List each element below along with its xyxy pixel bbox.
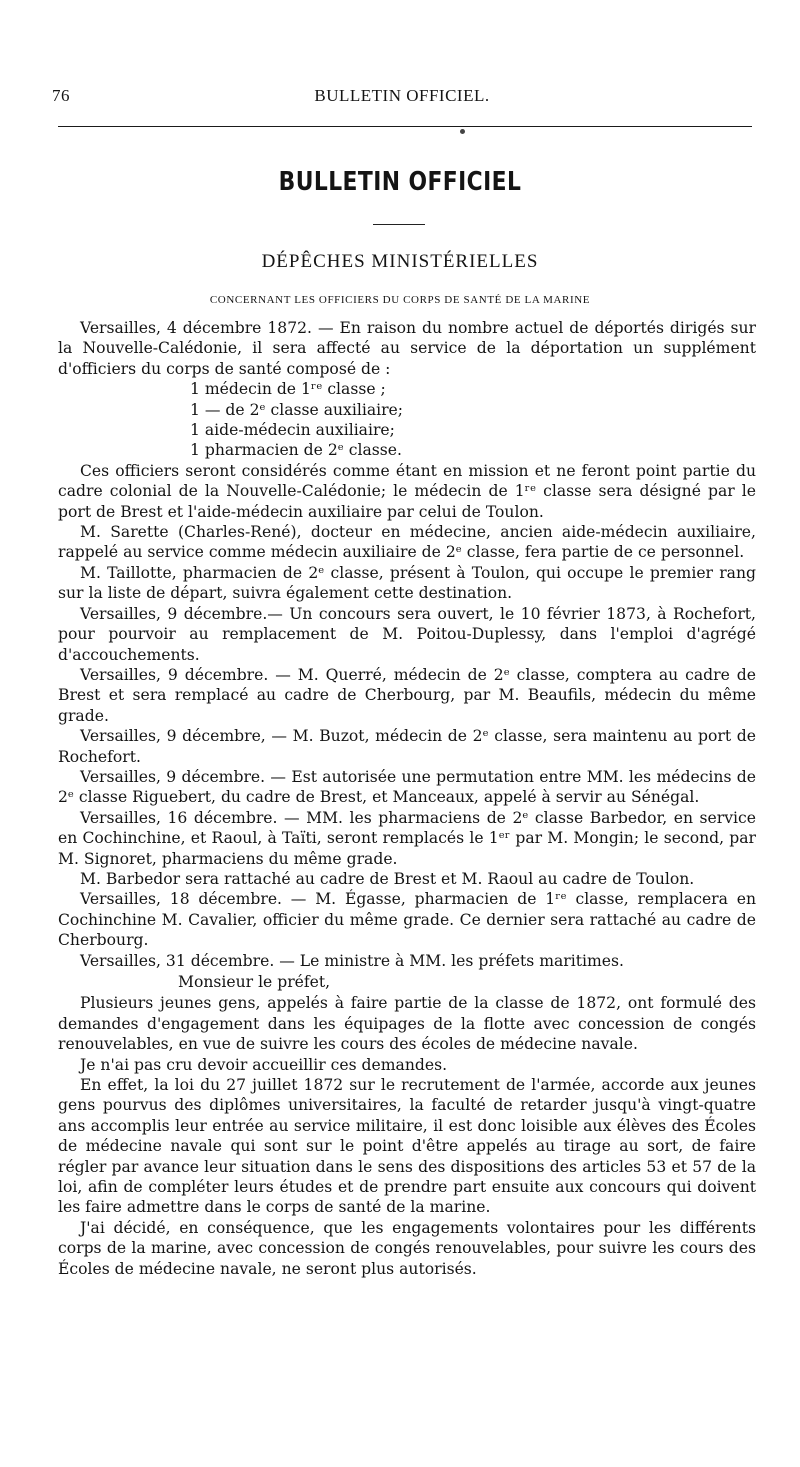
paragraph: Versailles, 9 décembre.— Un concours sera ouvert, le 10 février 1873, à Rochefort, pour pourvoir au remplacement de M. Poitou-Duplessy, dans l'emploi d'agrégé d'accouchements.	[58, 604, 756, 664]
paragraph: Versailles, 16 décembre. — MM. les pharmaciens de 2ᵉ classe Barbedor, en service en Cochinchine, et Raoul, à Taïti, seront remplacés le 1ᵉʳ par M. Mongin; le second, par M. Signoret, pharmaciens du même grade.	[58, 808, 756, 868]
list-item: 1 pharmacien de 2ᵉ classe.	[190, 441, 402, 460]
body-text	[58, 318, 756, 1279]
header-rule-dot	[460, 129, 465, 134]
paragraph: Versailles, 18 décembre. — M. Égasse, pharmacien de 1ʳᵉ classe, remplacera en Cochinchine M. Cavalier, officier du même grade. Ce dernier sera rattaché au cadre de Cherbourg.	[58, 890, 756, 950]
paragraph: M. Sarette (Charles-René), docteur en médecine, ancien aide-médecin auxiliaire, rappelé au service comme médecin auxiliaire de 2ᵉ classe, fera partie de ce personnel.	[58, 523, 756, 562]
paragraph: Je n'ai pas cru devoir accueillir ces demandes.	[80, 1055, 448, 1074]
running-title: BULLETIN OFFICIEL.	[314, 86, 490, 105]
main-title: BULLETIN OFFICIEL	[278, 167, 522, 197]
list-item: 1 — de 2ᵉ classe auxiliaire;	[190, 400, 404, 419]
paragraph: J'ai décidé, en conséquence, que les engagements volontaires pour les différents corps de la marine, avec concession de congés renouvelables, pour suivre les cours des Écoles de médecine navale, ne seront plus autorisés.	[58, 1218, 756, 1278]
running-header	[52, 86, 752, 108]
section-subtitle: CONCERNANT LES OFFICIERS DU CORPS DE SANTÉ DE LA MARINE	[209, 294, 591, 306]
paragraph: Versailles, 9 décembre. — M. Querré, médecin de 2ᵉ classe, comptera au cadre de Brest et sera remplacé au cadre de Cherbourg, par M. Beaufils, médecin du même grade.	[58, 665, 756, 725]
page-number: 76	[52, 86, 70, 105]
paragraph: M. Barbedor sera rattaché au cadre de Brest et M. Raoul au cadre de Toulon.	[80, 869, 695, 888]
paragraph: En effet, la loi du 27 juillet 1872 sur le recrutement de l'armée, accorde aux jeunes gens pourvus des diplômes universitaires, la faculté de retarder jusqu'à vingt-quatre ans accomplis leur entrée au service militaire, il est donc loisible aux élèves des Écoles de médecine navale qui sont sur le point d'être appelés au tirage au sort, de faire régler par avance leur situation dans le sens des dispositions des articles 53 et 57 de la loi, afin de compléter leurs études et de prendre part ensuite aux concours qui doivent les faire admettre dans le corps de santé de la marine.	[58, 1076, 756, 1217]
paragraph: Versailles, 4 décembre 1872. — En raison du nombre actuel de déportés dirigés sur la Nouvelle-Calédonie, il sera affecté au service de la déportation un supplément d'officiers du corps de santé composé de :	[58, 319, 756, 378]
letter-greeting: Monsieur le préfet,	[178, 973, 331, 991]
list-item: 1 aide-médecin auxiliaire;	[190, 421, 395, 440]
paragraph: Versailles, 9 décembre. — Est autorisée une permutation entre MM. les médecins de 2ᵉ classe Riguebert, du cadre de Brest, et Manceaux, appelé à servir au Sénégal.	[58, 767, 756, 807]
section-title: DÉPÊCHES MINISTÉRIELLES	[261, 251, 539, 272]
paragraph: Ces officiers seront considérés comme étant en mission et ne feront point partie du cadre colonial de la Nouvelle-Calédonie; le médecin de 1ʳᵉ classe sera désigné par le port de Brest et l'aide-médecin auxiliaire par celui de Toulon.	[58, 461, 756, 521]
title-rule	[373, 224, 425, 225]
paragraph: Versailles, 31 décembre. — Le ministre à MM. les préfets maritimes.	[80, 951, 624, 970]
paragraph: Plusieurs jeunes gens, appelés à faire partie de la classe de 1872, ont formulé des demandes d'engagement dans les équipages de la flotte avec concession de congés renouvelables, en vue de suivre les cours des écoles de médecine navale.	[58, 994, 756, 1054]
header-rule	[58, 126, 752, 127]
paragraph: M. Taillotte, pharmacien de 2ᵉ classe, présent à Toulon, qui occupe le premier rang sur la liste de départ, suivra également cette destination.	[58, 563, 756, 603]
list-item: 1 médecin de 1ʳᵉ classe ;	[190, 380, 386, 399]
paragraph: Versailles, 9 décembre, — M. Buzot, médecin de 2ᵉ classe, sera maintenu au port de Rochefort.	[58, 727, 756, 766]
staff-list	[58, 379, 756, 461]
